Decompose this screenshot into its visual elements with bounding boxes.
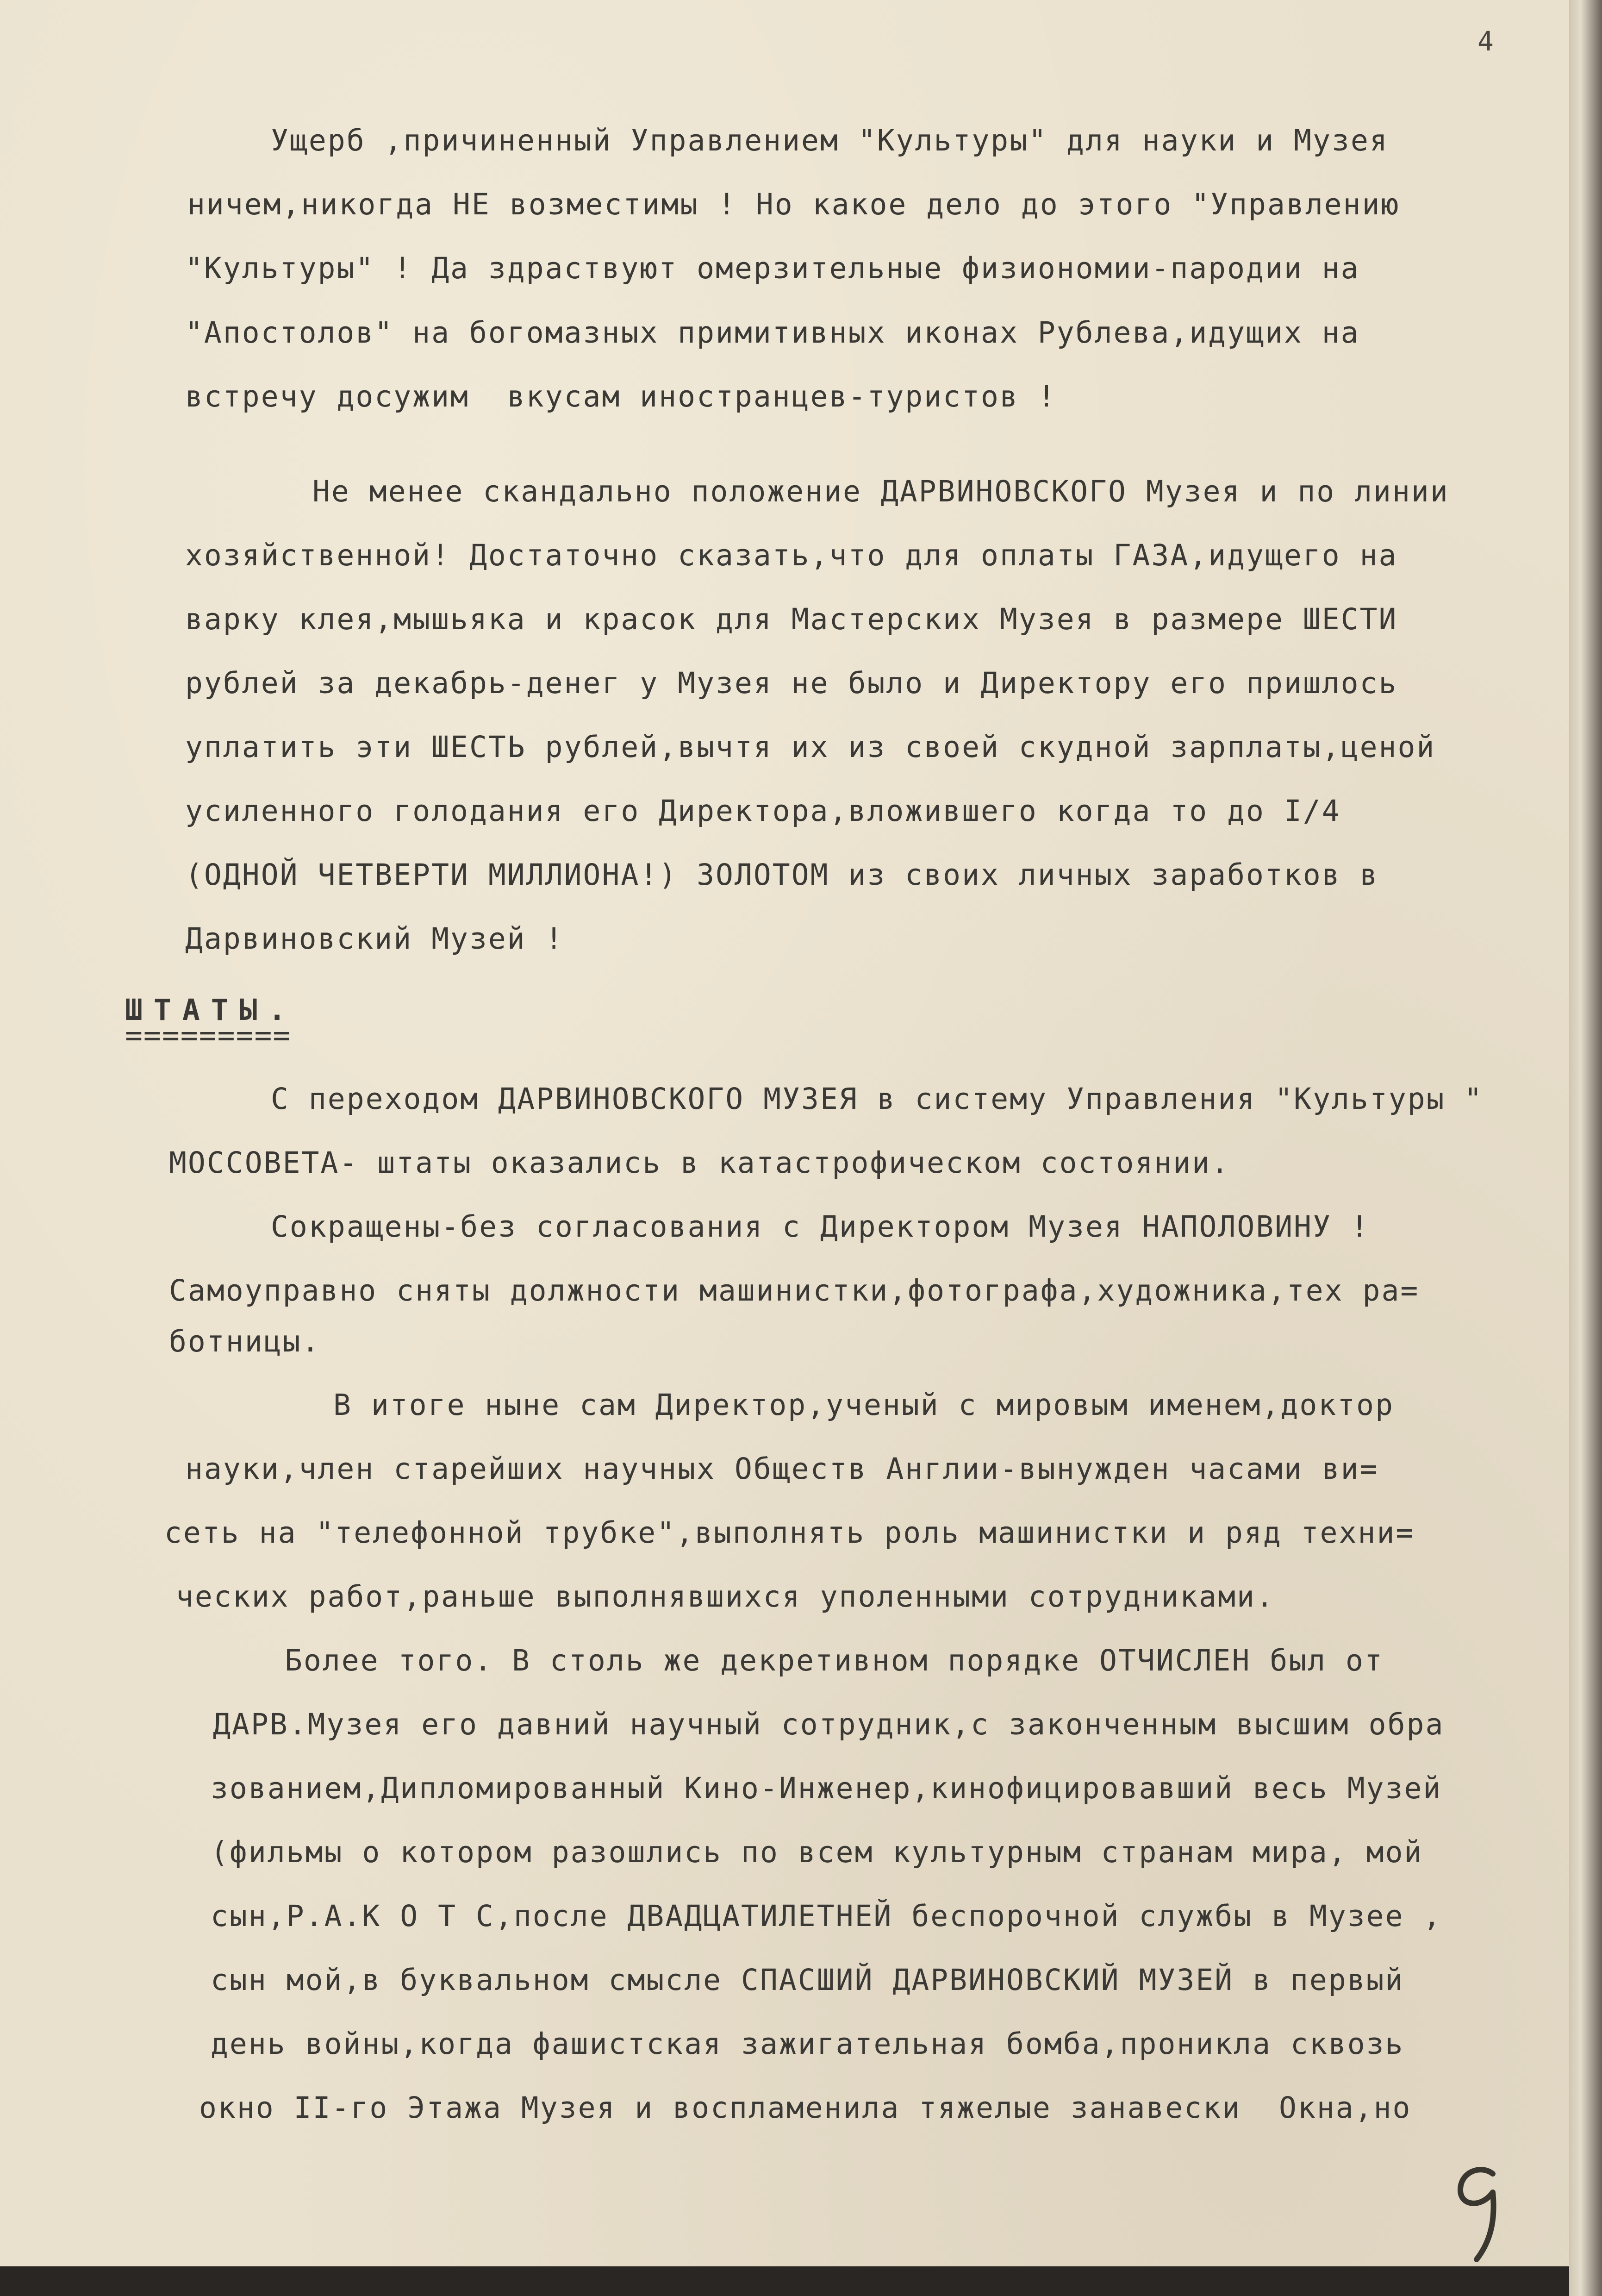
text-line: зованием,Дипломированный Кино-Инженер,кинофицировавший весь Музей: [211, 1771, 1442, 1805]
text-line: "Апостолов" на богомазных примитивных иконах Рублева,идущих на: [185, 316, 1360, 350]
text-line: Не менее скандально положение ДАРВИНОВСКОГО Музея и по линии: [312, 475, 1449, 508]
text-line: Ущерб ,причиненный Управлением "Культуры" для науки и Музея: [271, 124, 1389, 157]
text-line: уплатить эти ШЕСТЬ рублей,вычтя их из своей скудной зарплаты,ценой: [185, 730, 1436, 764]
page-number: 4: [1477, 25, 1494, 57]
text-line: МОССОВЕТА- штаты оказались в катастрофическом состоянии.: [169, 1146, 1230, 1180]
text-line: ботницы.: [169, 1325, 321, 1358]
text-line: сеть на "телефонной трубке",выполнять роль машинистки и ряд техни=: [164, 1516, 1415, 1550]
text-line: ничем,никогда НЕ возместимы ! Но какое дело до этого "Управлению: [187, 188, 1400, 221]
binding-edge: [1569, 0, 1602, 2296]
text-line: (фильмы о котором разошлись по всем культурным странам мира, мой: [211, 1835, 1423, 1869]
text-line: "Культуры" ! Да здраствуют омерзительные физиономии-пародии на: [185, 251, 1360, 285]
text-line: С переходом ДАРВИНОВСКОГО МУЗЕЯ в систему Управления "Культуры ": [271, 1082, 1484, 1116]
text-line: день войны,когда фашистская зажигательная бомба,проникла сквозь: [211, 2027, 1404, 2061]
text-line: ческих работ,раньше выполнявшихся уполенными сотрудниками.: [176, 1580, 1275, 1614]
text-line: хозяйственной! Достаточно сказать,что для оплаты ГАЗА,идущего на: [185, 538, 1398, 572]
text-line: варку клея,мышьяка и красок для Мастерских Музея в размере ШЕСТИ: [185, 602, 1398, 636]
text-line: Более того. В столь же декретивном порядке ОТЧИСЛЕН был от: [285, 1644, 1384, 1677]
text-line: ДАРВ.Музея его давний научный сотрудник,с законченным высшим обра: [213, 1708, 1445, 1741]
text-line: сын,Р.А.К О Т С,после ДВАДЦАТИЛЕТНЕЙ беспорочной службы в Музее ,: [211, 1899, 1442, 1933]
handwritten-sheet-number: [1449, 2160, 1509, 2266]
heading-underline: =========: [125, 1019, 292, 1052]
text-line: Сокращены-без согласования с Директором Музея НАПОЛОВИНУ !: [271, 1210, 1370, 1244]
text-line: науки,член старейших научных Обществ Англии-вынужден часами ви=: [185, 1452, 1379, 1486]
text-line: Дарвиновский Музей !: [185, 922, 564, 956]
text-line: окно II-го Этажа Музея и воспламенила тяжелые занавески Окна,но: [199, 2091, 1412, 2125]
text-line: (ОДНОЙ ЧЕТВЕРТИ МИЛЛИОНА!) ЗОЛОТОМ из своих личных заработков в: [185, 858, 1379, 892]
text-line: В итоге ныне сам Директор,ученый с мировым именем,доктор: [333, 1388, 1395, 1422]
text-line: усиленного голодания его Директора,вложившего когда то до I/4: [185, 794, 1341, 828]
text-line: рублей за декабрь-денег у Музея не было и Директору его пришлось: [185, 666, 1398, 700]
scan-border: [0, 2266, 1569, 2296]
text-line: сын мой,в буквальном смысле СПАСШИЙ ДАРВИНОВСКИЙ МУЗЕЙ в первый: [211, 1963, 1404, 1997]
text-line: Самоуправно сняты должности машинистки,фотографа,художника,тех ра=: [169, 1274, 1420, 1308]
text-line: встречу досужим вкусам иностранцев-туристов !: [185, 380, 1057, 413]
section-heading: ШТАТЫ.: [125, 993, 297, 1027]
